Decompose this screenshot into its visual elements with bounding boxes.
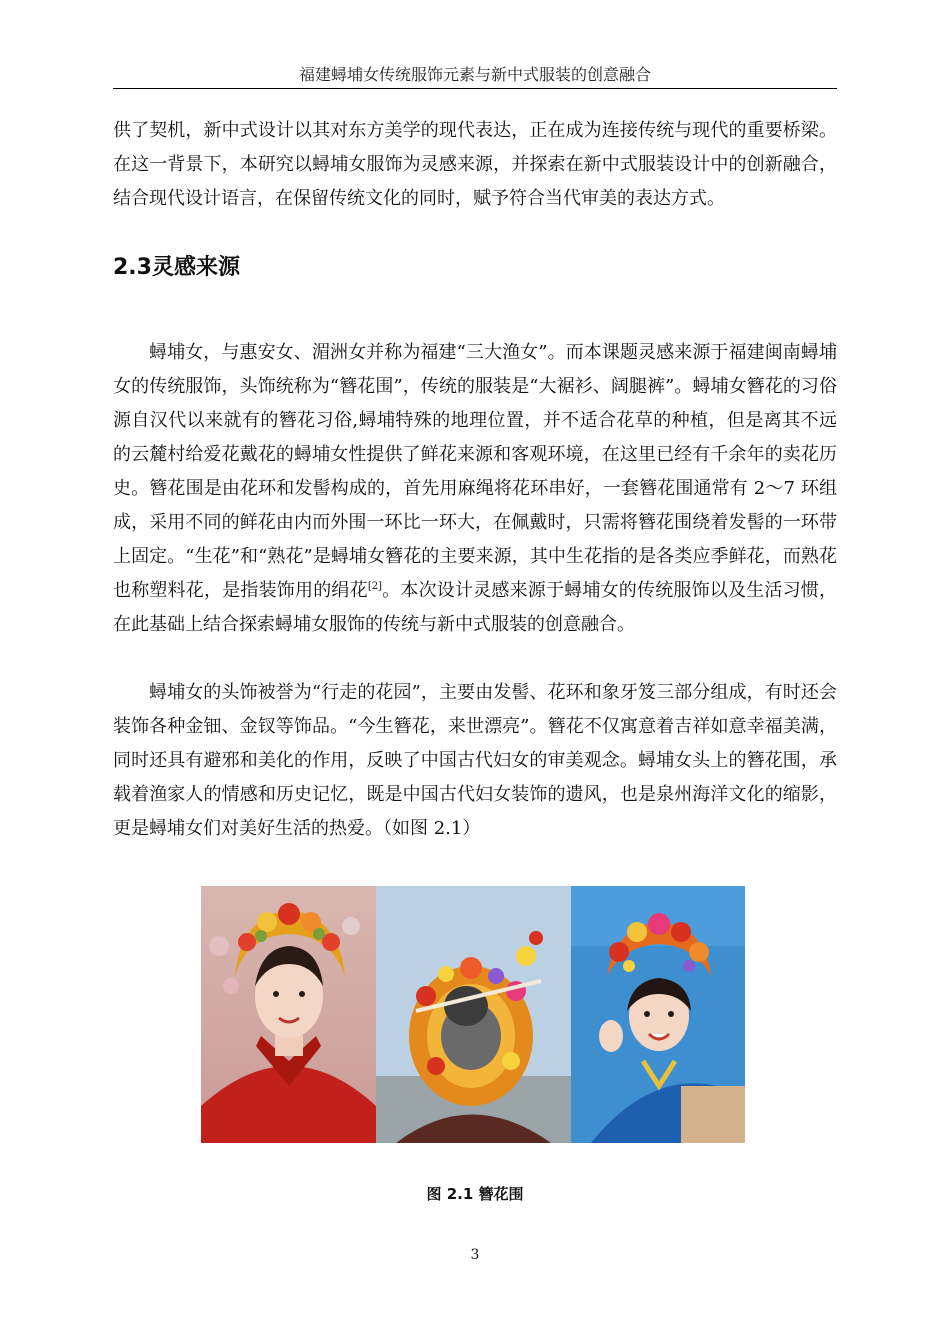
section-heading: 2.3灵感来源: [113, 255, 240, 280]
paragraph-headdress: 蟳埔女的头饰被誉为“行走的花园”，主要由发髻、花环和象牙笈三部分组成，有时还会装饰各种金钿、金钗等饰品。“今生簪花，来世漂亮”。簪花不仅寓意着吉祥如意幸福美满，同时还具有避邪和美化的作用，反映了中国古代妇女的审美观念。蟳埔女头上的簪花围，承载着渔家人的情感和历史记忆，既是中国古代妇女装饰的遗风，也是泉州海洋文化的缩影，更是蟳埔女们对美好生活的热爱。（如图 2.1）: [113, 682, 837, 839]
photo-blue-outfit: [571, 886, 745, 1143]
figure-caption: 图 2.1 簪花围: [426, 1185, 524, 1203]
paragraph-inspiration-text-a: 蟳埔女，与惠安女、湄洲女并称为福建“三大渔女”。而本课题灵感来源于福建闽南蟳埔女的传统服饰，头饰统称为“簪花围”，传统的服装是“大裾衫、阔腿裤”。蟳埔女簪花的习俗源自汉代以来就有的簪花习俗,蟳埔特殊的地理位置，并不适合花草的种植，但是离其不远的云麓村给爱花戴花的蟳埔女性提供了鲜花来源和客观环境，在这里已经有千余年的卖花历史。簪花围是由花环和发髻构成的，首先用麻绳将花环串好，一套簪花围通常有 2～7 环组成，采用不同的鲜花由内而外围一环比一环大，在佩戴时，只需将簪花围绕着发髻的一环带上固定。“生花”和“熟花”是蟳埔女簪花的主要来源，其中生花指的是各类应季鲜花，而熟花也称塑料花，是指装饰用的绢花: [113, 342, 837, 601]
photo-blue-outfit-image: [571, 886, 745, 1143]
photo-headdress-back-image: [376, 886, 571, 1143]
paragraph-inspiration: [113, 336, 837, 642]
photo-red-outfit-image: [201, 886, 376, 1143]
page-number: 3: [470, 1247, 480, 1263]
header-divider: [113, 88, 837, 89]
paragraph-inspiration-text-b: 。本次设计灵感来源于蟳埔女的传统服饰以及生活习惯，在此基础上结合探索蟳埔女服饰的传统与新中式服装的创意融合。: [113, 580, 837, 635]
running-header: 福建蟳埔女传统服饰元素与新中式服装的创意融合: [298, 65, 651, 84]
citation-link[interactable]: [2]: [367, 581, 382, 592]
figure-2-1: [201, 886, 745, 1143]
photo-red-outfit: [201, 886, 376, 1143]
photo-headdress-back: [376, 886, 571, 1143]
intro-paragraph: 供了契机，新中式设计以其对东方美学的现代表达，正在成为连接传统与现代的重要桥梁。在这一背景下，本研究以蟳埔女服饰为灵感来源，并探索在新中式服装设计中的创新融合，结合现代设计语言，在保留传统文化的同时，赋予符合当代审美的表达方式。: [113, 120, 837, 209]
